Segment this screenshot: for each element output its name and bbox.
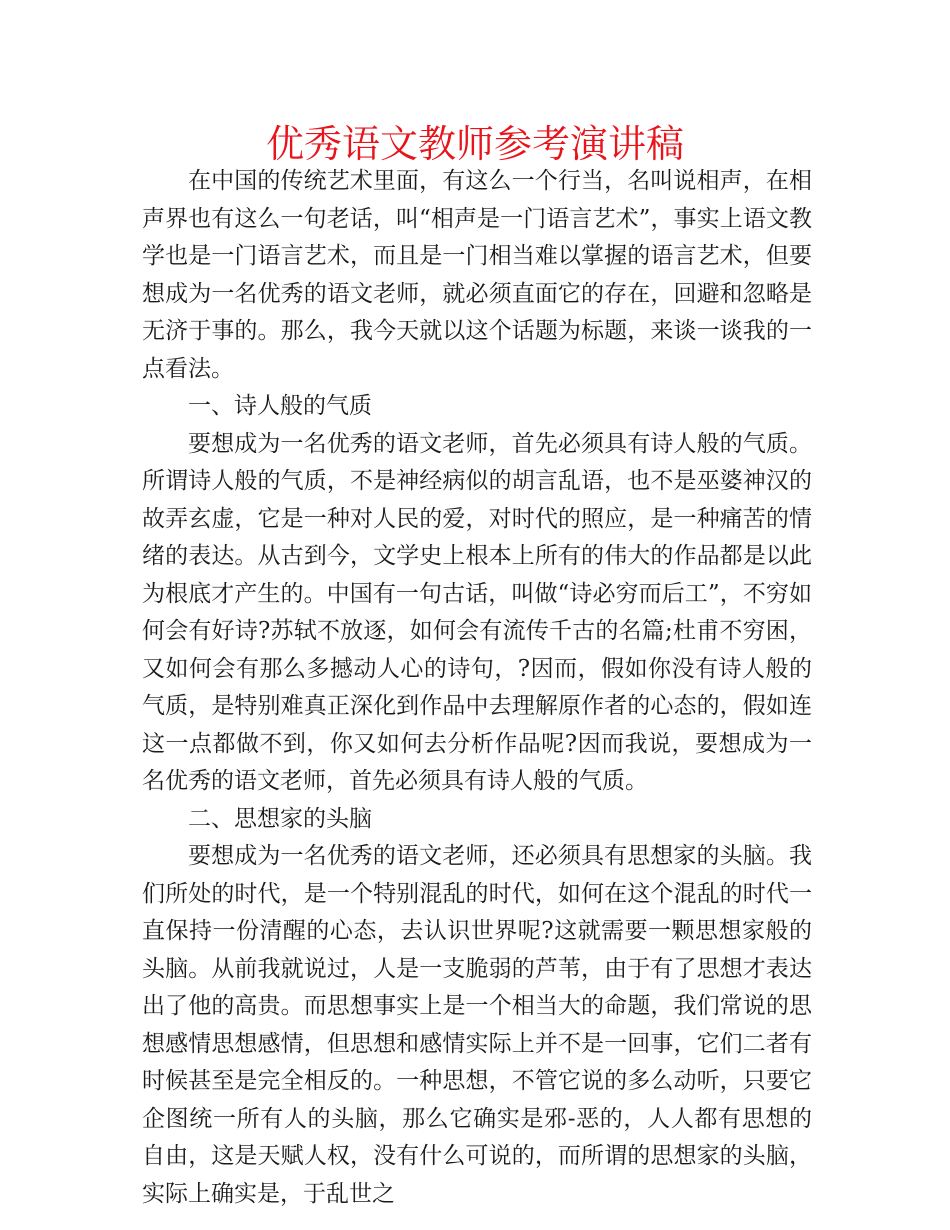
section-heading-2: 二、思想家的头脑 <box>188 805 372 832</box>
section-heading-1: 一、诗人般的气质 <box>188 393 372 419</box>
paragraph-intro: 在中国的传统艺术里面，有这么一个行当，名叫说相声，在相声界也有这么一句老话，叫“相声是一门语言艺术”，事实上语文教学也是一门语言艺术，而且是一门相当难以掌握的语言艺术，但要想成为一名优秀的语文老师，就必须直面它的存在，回避和忽略是无济于事的。那么，我今天就以这个话题为标题，来谈一谈我的一点看法。 <box>142 168 812 382</box>
paragraph-section-2: 要想成为一名优秀的语文老师，还必须具有思想家的头脑。我们所处的时代，是一个特别混乱的时代，如何在这个混乱的时代一直保持一份清醒的心态，去认识世界呢?这就需要一颗思想家般的头脑。从前我就说过，人是一支脆弱的芦苇，由于有了思想才表达出了他的高贵。而思想事实上是一个相当大的命题，我们常说的思想感情思想感情，但思想和感情实际上并不是一回事，它们二者有时候甚至是完全相反的。一种思想，不管它说的多么动听，只要它企图统一所有人的头脑，那么它确实是邪-恶的，人人都有思想的自由，这是天赋人权，没有什么可说的，而所谓的思想家的头脑，实际上确实是，于乱世之 <box>142 843 812 1207</box>
document-title: 优秀语文教师参考演讲稿 <box>265 122 684 166</box>
paragraph-section-1: 要想成为一名优秀的语文老师，首先必须具有诗人般的气质。所谓诗人般的气质，不是神经病似的胡言乱语，也不是巫婆神汉的故弄玄虚，它是一种对人民的爱，对时代的照应，是一种痛苦的情绪的表达。从古到今，文学史上根本上所有的伟大的作品都是以此为根底才产生的。中国有一句古话，叫做“诗必穷而后工”，不穷如何会有好诗?苏轼不放逐，如何会有流传千古的名篇;杜甫不穷困，又如何会有那么多撼动人心的诗句，?因而，假如你没有诗人般的气质，是特别难真正深化到作品中去理解原作者的心态的，假如连这一点都做不到，你又如何去分析作品呢?因而我说，要想成为一名优秀的语文老师，首先必须具有诗人般的气质。 <box>142 430 812 794</box>
document-body <box>142 163 812 1213</box>
